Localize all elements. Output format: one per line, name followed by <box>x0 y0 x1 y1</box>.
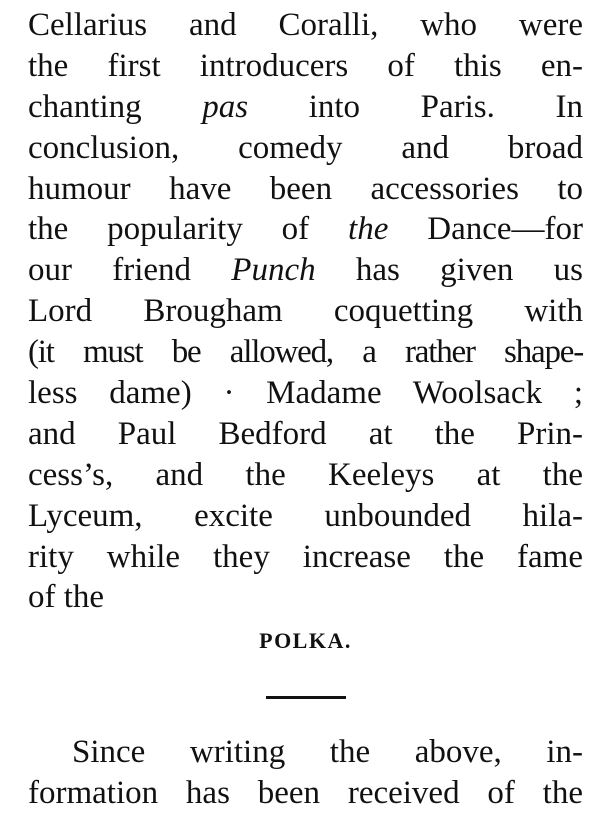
text-line: Cellarius and Coralli, who were <box>28 7 583 43</box>
text-line <box>28 250 583 291</box>
italic-word: pas <box>202 88 249 125</box>
text-segment: our friend <box>28 252 232 289</box>
text-line: of the <box>28 579 105 616</box>
text-line: less dame) · Madame Woolsack ; <box>28 375 583 412</box>
text-line <box>28 87 583 128</box>
text-line: and Paul Bedford at the Prin- <box>28 415 583 452</box>
page-content <box>28 0 583 814</box>
text-line: Lyceum, excite unbounded hila- <box>28 497 583 534</box>
text-segment: Dance—for <box>388 211 583 248</box>
section-divider <box>266 696 346 699</box>
text-line: rity while they increase the fame <box>28 538 583 575</box>
section-heading: POLKA. <box>259 628 352 654</box>
text-segment: into Paris. In <box>248 88 583 125</box>
paragraph-2 <box>28 732 583 814</box>
italic-word: Punch <box>231 252 316 289</box>
text-line: the first introducers of this en- <box>28 47 583 84</box>
text-line: Lord Brougham coquetting with <box>28 293 583 330</box>
text-line: formation has been received of the <box>28 775 583 812</box>
text-segment: chanting <box>28 88 203 125</box>
text-segment: has given us <box>315 252 583 289</box>
text-line: (it must be allowed, a rather shape- <box>28 334 583 371</box>
text-line: humour have been accessories to <box>28 170 583 207</box>
paragraph-1 <box>28 5 583 618</box>
text-line: cess’s, and the Keeleys at the <box>28 456 583 493</box>
text-segment: the popularity of <box>28 211 349 248</box>
italic-word: the <box>348 211 389 248</box>
text-line: Since writing the above, in- <box>72 734 583 771</box>
text-line <box>28 209 583 250</box>
text-line: conclusion, comedy and broad <box>28 129 583 166</box>
